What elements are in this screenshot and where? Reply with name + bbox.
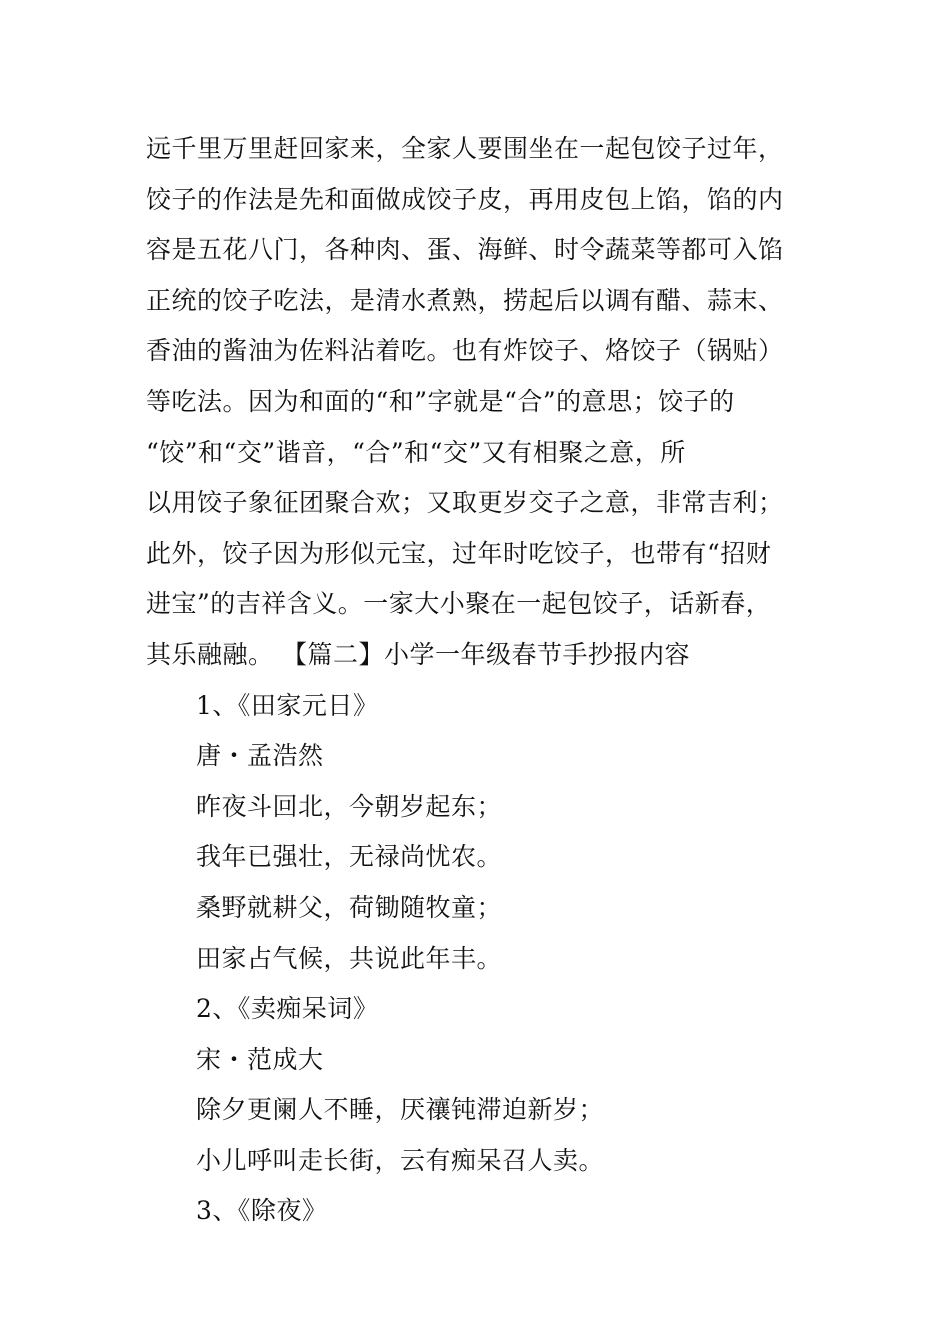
poem-title: 3、《除夜》 [196,1196,328,1226]
poem-author: 唐・孟浩然 [196,741,324,771]
poem-line: 小儿呼叫走长街，云有痴呆召人卖。 [196,1145,605,1175]
paragraph-line: “饺”和“交”谐音，“合”和“交”又有相聚之意，所 [146,437,686,467]
paragraph-line: 等吃法。因为和面的“和”字就是“合”的意思；饺子的 [146,386,735,416]
paragraph-line: 此外，饺子因为形似元宝，过年时吃饺子，也带有“招财 [146,538,772,568]
paragraph-line: 进宝”的吉祥含义。一家大小聚在一起包饺子，话新春， [146,589,772,619]
paragraph-line: 容是五花八门，各种肉、蛋、海鲜、时令蔬菜等都可入馅 [146,235,784,265]
paragraph-line: 以用饺子象征团聚合欢；又取更岁交子之意，非常吉利； [146,488,784,518]
poem-line: 桑野就耕父，荷锄随牧童； [196,892,503,922]
poem-line: 田家占气候，共说此年丰。 [196,943,503,973]
paragraph-line-section-heading: 其乐融融。 【篇二】小学一年级春节手抄报内容 [146,639,690,669]
paragraph-line: 正统的饺子吃法，是清水煮熟，捞起后以调有醋、蒜末、 [146,285,784,315]
paragraph-line: 饺子的作法是先和面做成饺子皮，再用皮包上馅，馅的内 [146,184,784,214]
poem-author: 宋・范成大 [196,1044,324,1074]
paragraph-line: 远千里万里赶回家来，全家人要围坐在一起包饺子过年， [146,134,784,163]
document-body [146,124,826,1237]
poem-title: 1、《田家元日》 [196,690,379,720]
poem-line: 昨夜斗回北，今朝岁起东； [196,791,503,821]
poem-line: 我年已强壮，无禄尚忧农。 [196,842,503,872]
poem-title: 2、《卖痴呆词》 [196,994,379,1024]
poem-line: 除夕更阑人不睡，厌禳钝滞迫新岁； [196,1095,605,1125]
paragraph-line: 香油的酱油为佐料沾着吃。也有炸饺子、烙饺子（锅贴） [146,336,784,366]
